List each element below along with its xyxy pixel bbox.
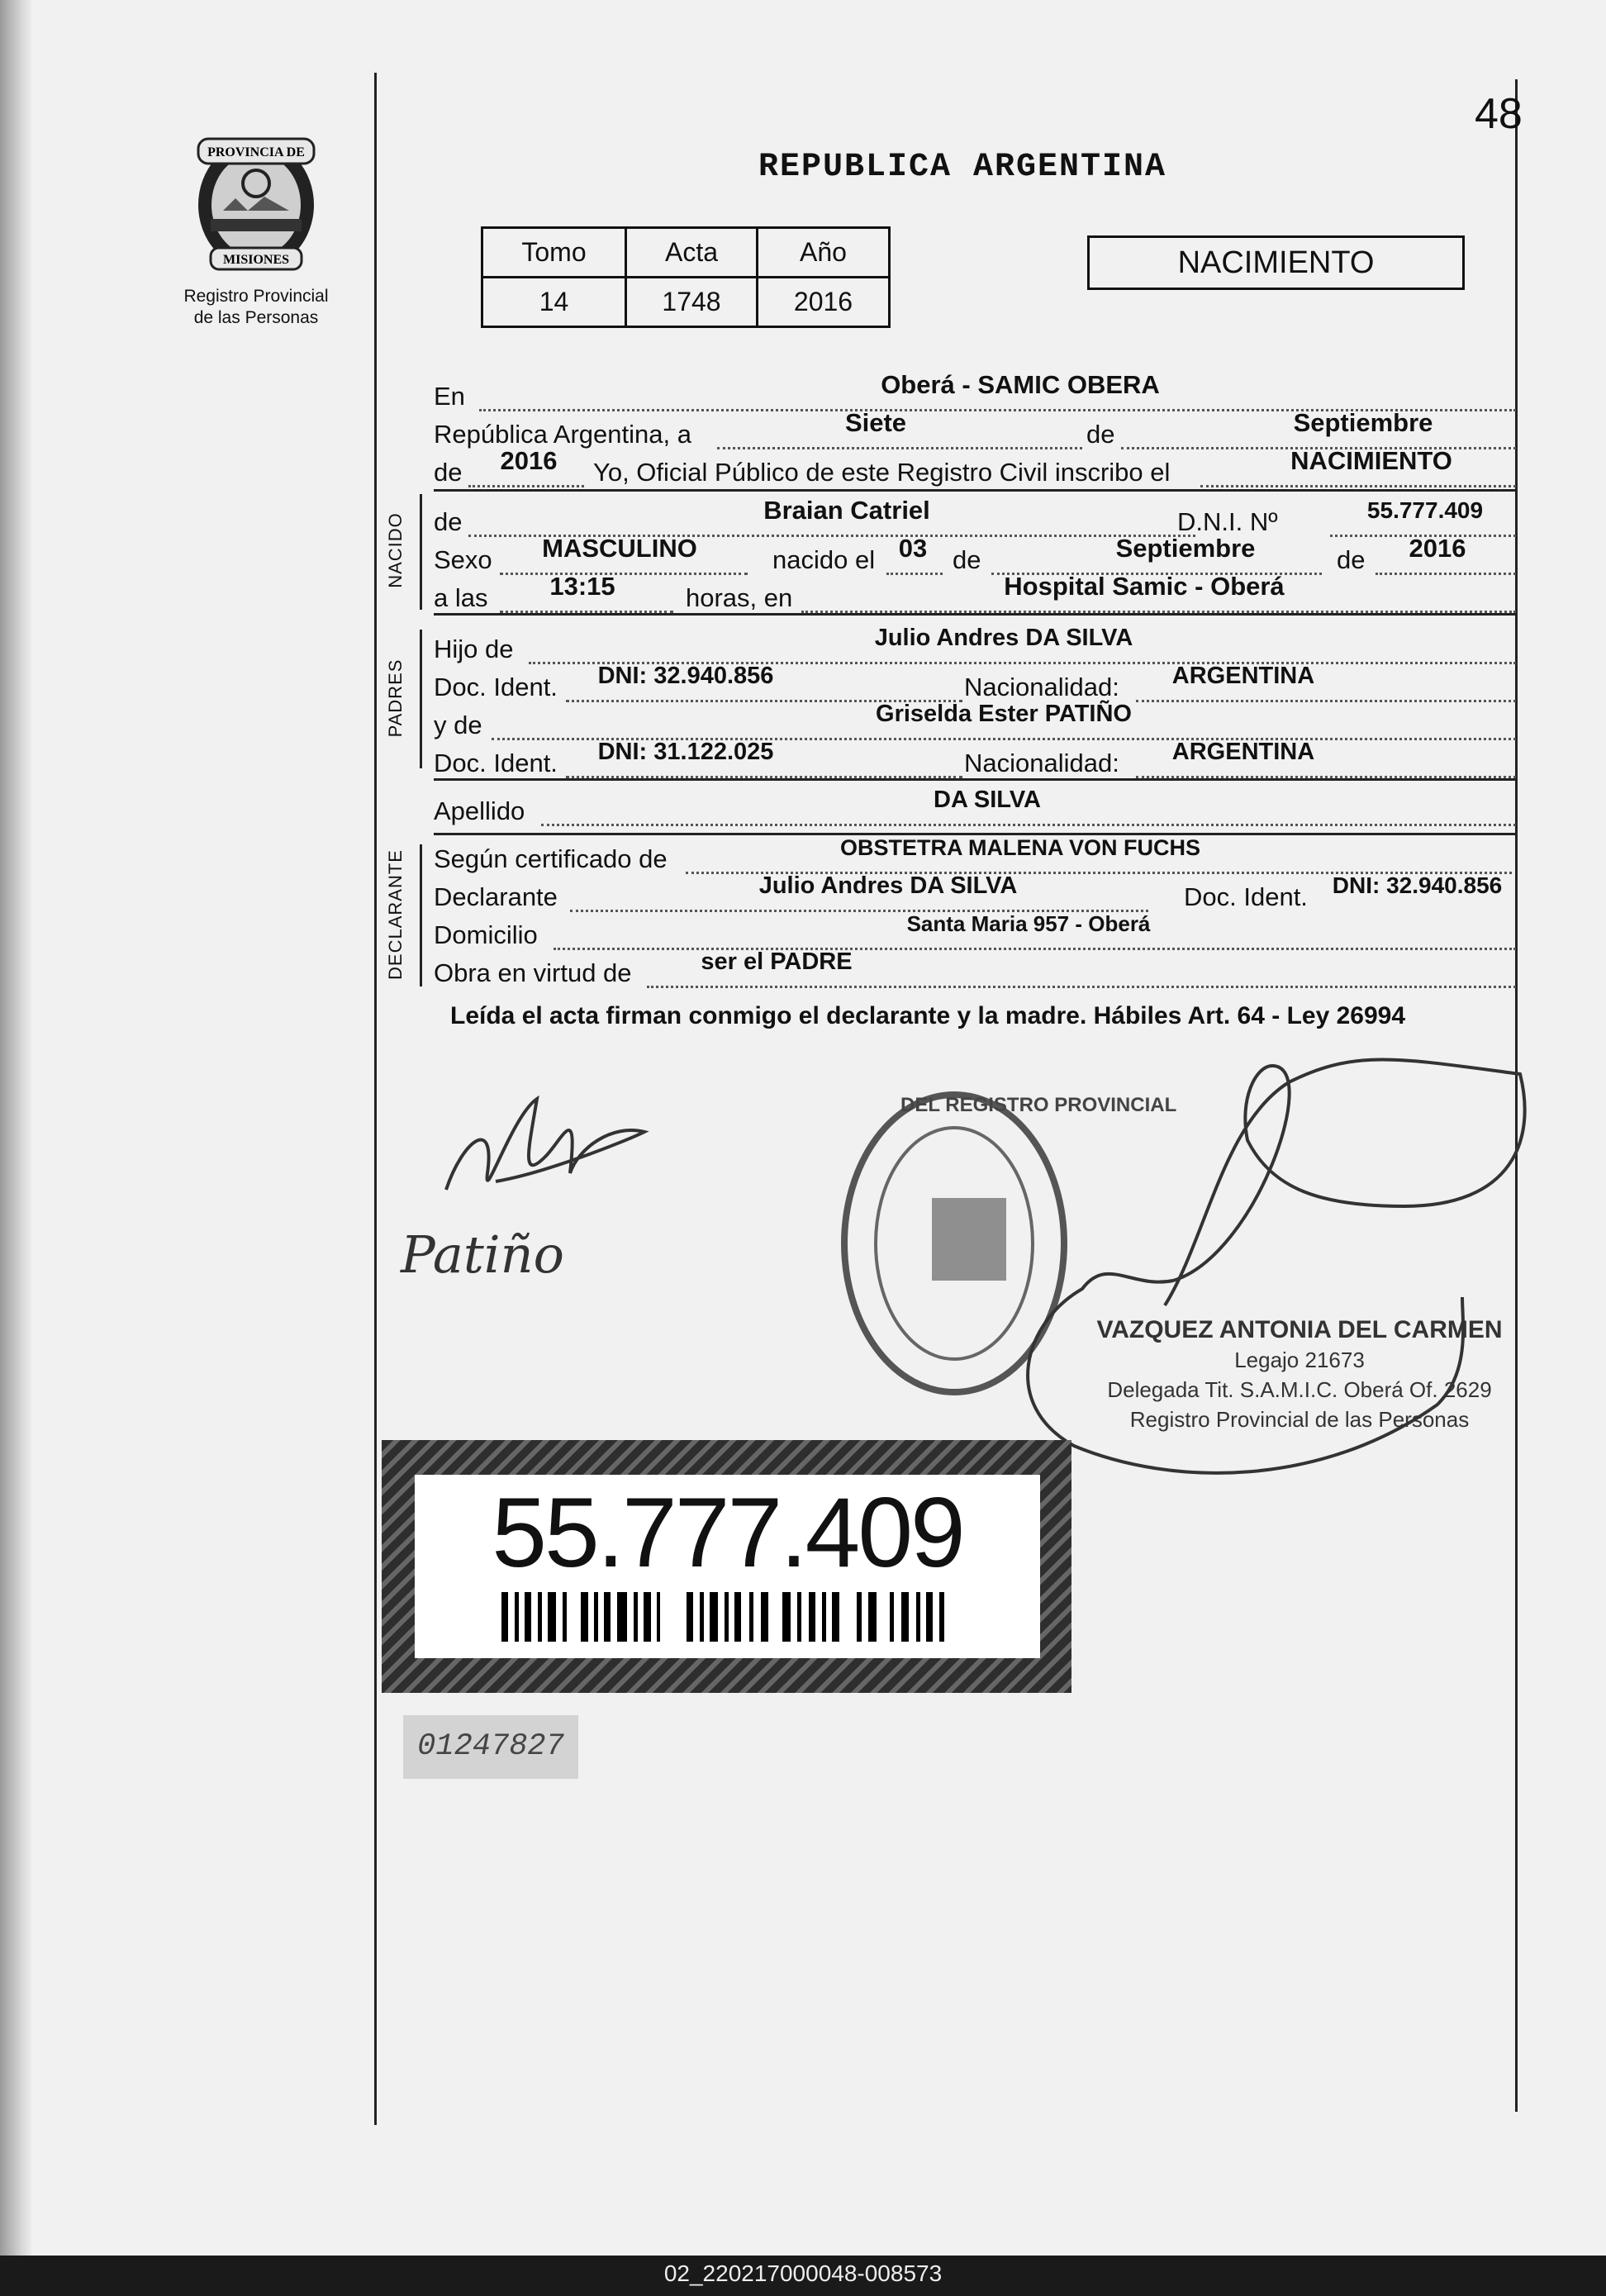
barcode-number: 55.777.409 [492, 1477, 963, 1588]
mother-doc-value: DNI: 31.122.025 [597, 739, 774, 765]
officer-legajo: Legajo 21673 [1234, 1348, 1365, 1372]
dni-label: D.N.I. Nº [1177, 507, 1278, 536]
father-nacionalidad-value: ARGENTINA [1171, 663, 1315, 689]
nacionalidad-label: Nacionalidad: [964, 673, 1119, 701]
month-value: Septiembre [1293, 408, 1433, 437]
declarante-doc-value: DNI: 32.940.856 [1332, 872, 1503, 898]
hijo-label: Hijo de [434, 635, 514, 663]
value-acta: 1748 [626, 278, 758, 327]
sexo-label: Sexo [434, 545, 492, 574]
child-dni-value: 55.777.409 [1366, 497, 1484, 523]
horas-label: horas, en [686, 583, 793, 612]
record-type-box: NACIMIENTO [1087, 235, 1465, 290]
officer-text: Yo, Oficial Público de este Registro Civil inscribo el [593, 458, 1171, 487]
declarante-label: Declarante [434, 882, 558, 911]
sexo-value: MASCULINO [542, 534, 697, 563]
time-value: 13:15 [549, 572, 615, 601]
mother-signature: Patiño [401, 1224, 564, 1285]
nacido-el-label: nacido el [772, 545, 876, 574]
mother-nacionalidad-value: ARGENTINA [1171, 739, 1315, 765]
father-name-value: Julio Andres DA SILVA [874, 625, 1133, 651]
day-value: Siete [844, 408, 907, 437]
obra-label: Obra en virtud de [434, 958, 632, 987]
page-number: 48 [1475, 90, 1523, 138]
seal-bottom-text: MISIONES [222, 253, 290, 267]
birth-day-value: 03 [898, 534, 928, 563]
domicilio-label: Domicilio [434, 920, 538, 949]
officer-stamp-text [1093, 1315, 1506, 1434]
value-ano: 2016 [758, 278, 890, 327]
header-tomo: Tomo [482, 228, 626, 278]
page-title: REPUBLICA ARGENTINA [758, 149, 1167, 186]
apellido-value: DA SILVA [934, 787, 1041, 813]
serial-number: 01247827 [403, 1715, 578, 1779]
birth-place-value: Hospital Samic - Oberá [1004, 572, 1285, 601]
seal-top-text: PROVINCIA DE [207, 145, 305, 159]
father-signature [446, 1099, 644, 1190]
doc-label: Doc. Ident. [434, 749, 558, 777]
domicilio-value: Santa Maria 957 - Oberá [906, 911, 1151, 936]
logo-caption-line2: de las Personas [193, 308, 319, 327]
en-value: Oberá - SAMIC OBERA [881, 370, 1160, 399]
closing-text: Leída el acta firman conmigo el declarante y la madre. Hábiles Art. 64 - Ley 26994 [450, 1002, 1406, 1029]
cert-value: OBSTETRA MALENA VON FUCHS [840, 835, 1200, 860]
apellido-label: Apellido [434, 796, 525, 825]
de-label-3: de [1337, 545, 1366, 574]
a-las-label: a las [434, 583, 488, 612]
value-tomo: 14 [482, 278, 626, 327]
id-label [382, 1440, 1071, 1693]
nacido-section-label: NACIDO [385, 512, 406, 588]
obra-value: ser el PADRE [701, 948, 853, 975]
declarante-doc-label: Doc. Ident. [1184, 882, 1308, 911]
officer-role: Delegada Tit. S.A.M.I.C. Oberá Of. 2629 [1107, 1377, 1492, 1402]
barcode-icon [501, 1592, 952, 1642]
officer-office: Registro Provincial de las Personas [1129, 1407, 1470, 1432]
inscribe-value: NACIMIENTO [1290, 446, 1452, 475]
header-ano: Año [758, 228, 890, 278]
birth-year-value: 2016 [1409, 534, 1466, 563]
declarante-section-label: DECLARANTE [385, 849, 406, 980]
yde-label: y de [434, 711, 482, 739]
padres-section-label: PADRES [385, 658, 406, 738]
child-name-value: Braian Catriel [763, 496, 930, 525]
de-label-2: de [953, 545, 981, 574]
id-label-inner [415, 1475, 1040, 1658]
doc-label: Doc. Ident. [434, 673, 558, 701]
svg-text:DEL REGISTRO PROVINCIAL: DEL REGISTRO PROVINCIAL [900, 1094, 1177, 1116]
republica-label: República Argentina, a [434, 420, 691, 449]
de-label: de [1086, 420, 1115, 449]
mother-name-value: Griselda Ester PATIÑO [876, 701, 1132, 727]
scan-caption: 02_220217000048-008573 [663, 2260, 943, 2286]
officer-name: VAZQUEZ ANTONIA DEL CARMEN [1096, 1316, 1503, 1343]
header-acta: Acta [626, 228, 758, 278]
cert-label: Según certificado de [434, 844, 668, 873]
birth-month-value: Septiembre [1115, 534, 1256, 563]
nacido-de-label: de [434, 507, 463, 536]
logo-caption-line1: Registro Provincial [183, 287, 329, 306]
father-doc-value: DNI: 32.940.856 [597, 663, 774, 689]
year-label: de [434, 458, 463, 487]
en-label: En [434, 382, 465, 411]
nacionalidad-label: Nacionalidad: [964, 749, 1119, 777]
year-value: 2016 [500, 446, 558, 475]
declarante-value: Julio Andres DA SILVA [758, 872, 1018, 899]
